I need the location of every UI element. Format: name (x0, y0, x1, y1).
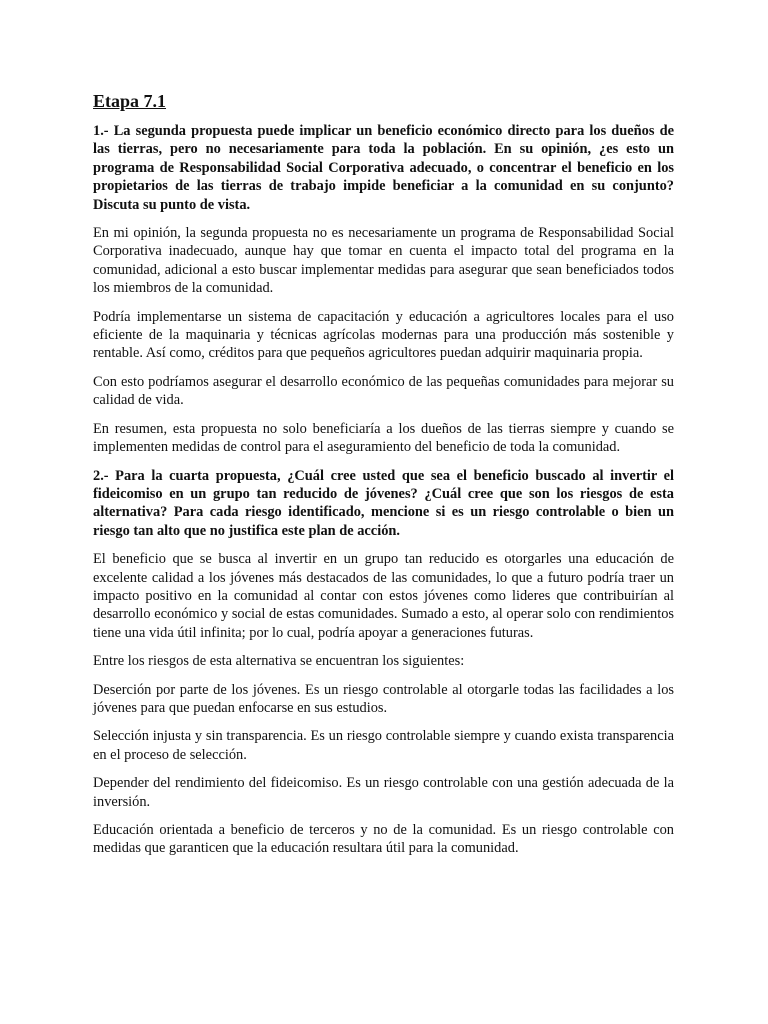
risk-item-rendimiento: Depender del rendimiento del fideicomiso. Es un riesgo controlable con una gestión adecuada de la inversión. (93, 775, 674, 810)
answer-1-summary: En resumen, esta propuesta no solo beneficiaría a los dueños de las tierras siempre y cuando se implementen medidas de control para el aseguramiento del beneficio de toda la comunidad. (93, 420, 674, 456)
answer-1-paragraph-2: Podría implementarse un sistema de capacitación y educación a agricultores locales para el uso eficiente de la maquinaria y técnicas agrícolas modernas para una producción más sostenible y rentable. Así como, créditos para que pequeños agricultores puedan adquirir maquinaria propia. (93, 308, 674, 362)
question-1: 1.- La segunda propuesta puede implicar un beneficio económico directo para los dueños de las tierras, pero no necesariamente para toda la población. En su opinión, ¿es esto un programa de Responsabilidad Social Corporativa adecuado, o concentrar el beneficio en los propietarios de las tierras de trabajo impide beneficiar a la comunidad en su conjunto? Discuta su punto de vista. (93, 123, 674, 213)
answer-1-paragraph-1: En mi opinión, la segunda propuesta no es necesariamente un programa de Responsabilidad Social Corporativa inadecuado, aunque hay que tomar en cuenta el impacto total del programa en la comunidad, adicional a esto buscar implementar medidas para asegurar que sean beneficiados todos los miembros de la comunidad. (93, 225, 674, 297)
risks-intro: Entre los riesgos de esta alternativa se encuentran los siguientes: (93, 653, 465, 670)
question-2: 2.- Para la cuarta propuesta, ¿Cuál cree usted que sea el beneficio buscado al invertir el fideicomiso en un grupo tan reducido de jóvenes? ¿Cuál cree que son los riesgos de esta alternativa? Para cada riesgo identificado, mencione si es un riesgo controlable o bien un riesgo tan alto que no justifica este plan de acción. (93, 467, 674, 539)
answer-2-paragraph-1: El beneficio que se busca al invertir en un grupo tan reducido es otorgarles una educación de excelente calidad a los jóvenes más destacados de las comunidades, lo que a futuro podría traer un impacto positivo en la comunidad al contar con estos jóvenes como lideres que contribuirían al desarrollo económico y social de estas comunidades. Sumado a esto, al operar solo con rendimientos tiene una vida útil infinita; por lo cual, podría apoyar a generaciones futuras. (93, 551, 674, 641)
document-page (93, 90, 674, 868)
risk-item-desercion: Deserción por parte de los jóvenes. Es un riesgo controlable al otorgarle todas las facilidades a los jóvenes para que puedan enfocarse en sus estudios. (93, 681, 674, 716)
answer-1-paragraph-3: Con esto podríamos asegurar el desarrollo económico de las pequeñas comunidades para mejorar su calidad de vida. (93, 373, 674, 409)
risk-item-seleccion: Selección injusta y sin transparencia. Es un riesgo controlable siempre y cuando exista transparencia en el proceso de selección. (93, 728, 674, 763)
risk-item-educacion: Educación orientada a beneficio de terceros y no de la comunidad. Es un riesgo controlable con medidas que garanticen que la educación resultara útil para la comunidad. (93, 822, 674, 857)
document-title: Etapa 7.1 (93, 91, 167, 111)
